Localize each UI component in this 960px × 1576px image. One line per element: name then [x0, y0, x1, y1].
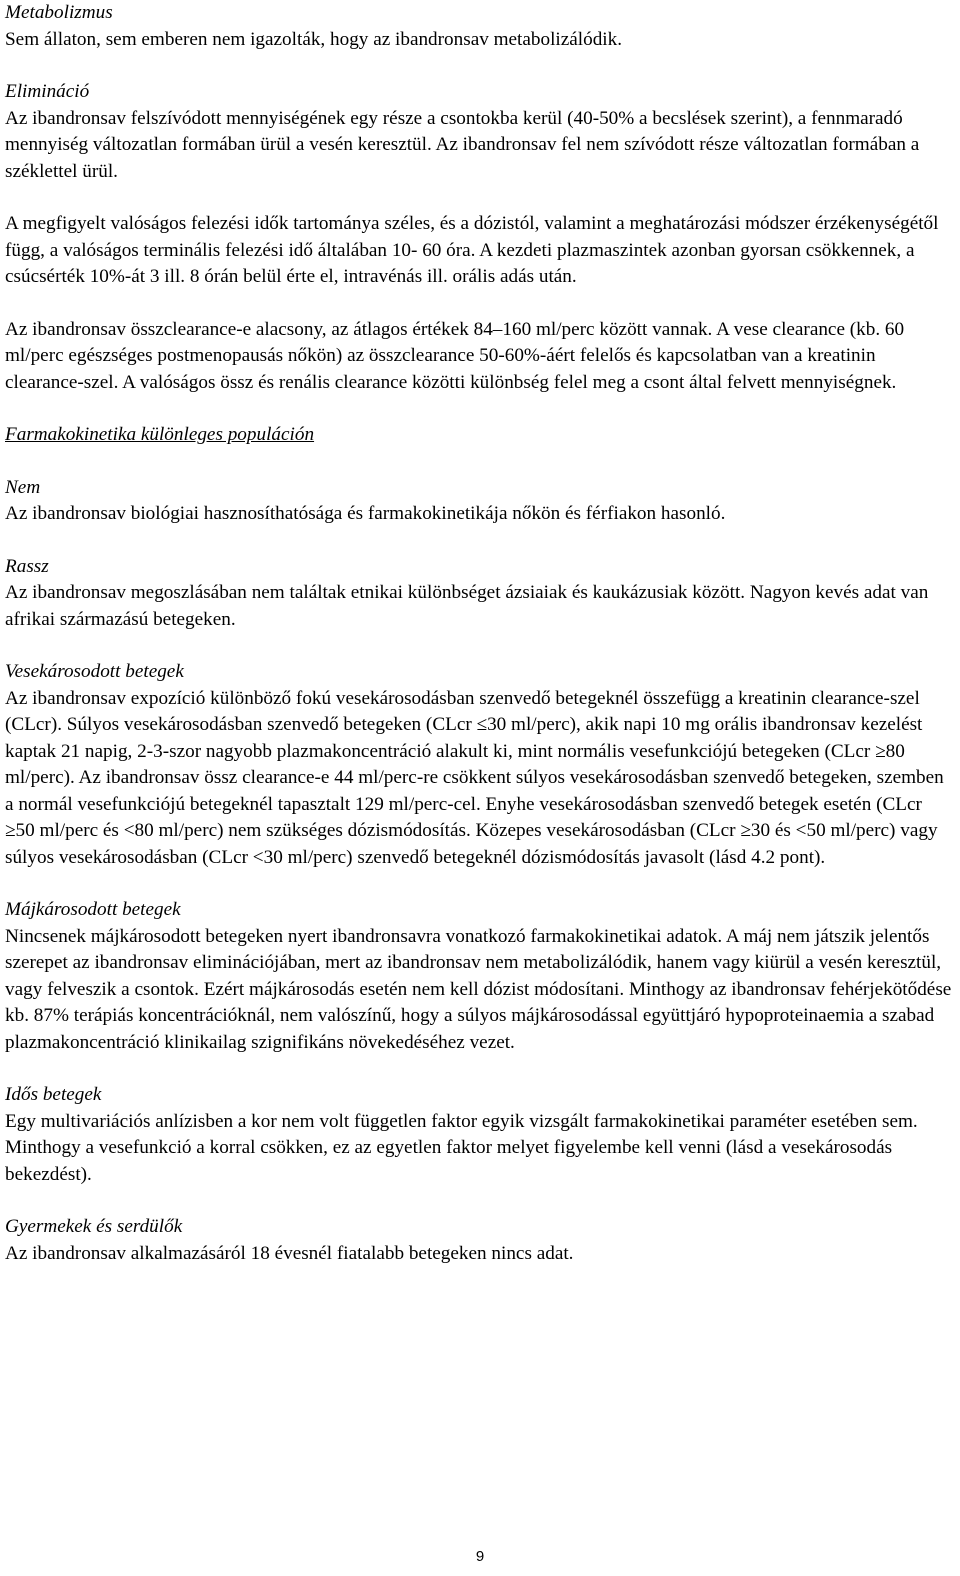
hepatic-heading: Májkárosodott betegek — [5, 899, 181, 920]
race-heading: Rassz — [5, 555, 49, 577]
spacer — [5, 53, 955, 79]
elimination-paragraph-1: Az ibandronsav felszívódott mennyiségének egy része a csontokba kerül (40-50% a becslések szerint), a fennmaradó mennyiség változatlan formában ürül a vesén keresztül. Az ibandronsav fel nem szívódott része változatlan formában a széklettel ürül. — [5, 107, 920, 182]
spacer — [5, 1056, 955, 1082]
elderly-text: Egy multivariációs anlízisben a kor nem volt független faktor egyik vizsgált farmakokinetikai paraméter esetében sem. Minthogy a vesefunkció a korral csökken, ez az egyetlen faktor melyet figyelembe kell venni (lásd a vesekárosodás bekezdést). — [5, 1110, 918, 1185]
document-body — [5, 0, 955, 1267]
sex-heading: Nem — [5, 476, 41, 498]
metabolism-text: Sem állaton, sem emberen nem igazolták, hogy az ibandronsav metabolizálódik. — [5, 28, 623, 50]
sex-text: Az ibandronsav biológiai hasznosíthatósága és farmakokinetikája nőkön és férfiakon hasonló. — [5, 503, 726, 524]
spacer — [5, 396, 955, 422]
elimination-heading: Elimináció — [5, 81, 90, 102]
renal-text: Az ibandronsav expozíció különböző fokú vesekárosodásban szenvedő betegeknél összefügg a kreatinin clearance-szel (CLcr). Súlyos vesekárosodásban szenvedő betegeken (CLcr ≤30 ml/perc), akik napi 10 mg orális ibandronsav kezelést kaptak 21 napig, 2-3-szor nagyobb plazmakoncentráció alakult ki, mint normális vesefunkciójú betegeken (CLcr ≥80 ml/perc). Az ibandronsav össz clearance-e 44 ml/perc-re csökkent súlyos vesekárosodásban szenvedő betegeken, szemben a normál vesefunkciójú betegeknél tapasztalt 129 ml/perc-cel. Enyhe vesekárosodásban szenvedő betegek esetén (CLcr ≥50 ml/perc és <80 ml/perc) nem szükséges dózismódosítás. Közepes vesekárosodásban (CLcr ≥30 és <50 ml/perc) vagy súlyos vesekárosodásban (CLcr <30 ml/perc) szenvedő betegeknél dózismódosítás javasolt (lásd 4.2 pont). — [5, 687, 944, 868]
hepatic-text: Nincsenek májkárosodott betegeken nyert ibandronsavra vonatkozó farmakokinetikai adatok. A máj nem játszik jelentős szerepet az ibandronsav eliminációjában, mert az ibandronsav nem metabolizálódik, hanem vagy kiürül a vesén keresztül, vagy felveszik a csontok. Ezért májkárosodás esetén nem kell dózist módosítani. Minthogy az ibandronsav fehérjekötődése kb. 87% terápiás koncentrációknál, nem valószínű, hogy a súlyos májkárosodással együttjáró hypoproteinaemia a szabad plazmakoncentráció klinikailag szignifikáns növekedéséhez vezet. — [5, 925, 952, 1053]
metabolism-heading: Metabolizmus — [5, 2, 113, 23]
spacer — [5, 528, 955, 554]
spacer — [5, 1188, 955, 1214]
race-text: Az ibandronsav megoszlásában nem találtak etnikai különbséget ázsiaiak és kaukázusiak között. Nagyon kevés adat van afrikai származású betegeken. — [5, 582, 929, 630]
spacer — [5, 291, 955, 317]
spacer — [5, 185, 955, 211]
special-populations-title: Farmakokinetika különleges populáción — [5, 424, 315, 445]
elderly-heading: Idős betegek — [5, 1084, 102, 1105]
children-heading: Gyermekek és serdülők — [5, 1216, 183, 1237]
spacer — [5, 449, 955, 475]
page-number: 9 — [475, 1548, 485, 1565]
elimination-paragraph-3: Az ibandronsav összclearance-e alacsony, az átlagos értékek 84–160 ml/perc között vannak. A vese clearance (kb. 60 ml/perc egészséges postmenopausás nőkön) az összclearance 50-60%-áért felelős és kapcsolatban van a kreatinin clearance-szel. A valóságos össz és renális clearance közötti különbség felel meg a csont által felvett mennyiségnek. — [5, 318, 905, 393]
elimination-paragraph-2: A megfigyelt valóságos felezési idők tartománya széles, és a dózistól, valamint a meghatározási módszer érzékenységétől függ, a valóságos terminális felezési idő általában 10- 60 óra. A kezdeti plazmaszintek azonban gyorsan csökkennek, a csúcsérték 10%-át 3 ill. 8 órán belül érte el, intravénás ill. orális adás után. — [5, 213, 939, 287]
spacer — [5, 871, 955, 897]
spacer — [5, 633, 955, 659]
children-text: Az ibandronsav alkalmazásáról 18 évesnél fiatalabb betegeken nincs adat. — [5, 1242, 574, 1264]
renal-heading: Vesekárosodott betegek — [5, 661, 184, 682]
